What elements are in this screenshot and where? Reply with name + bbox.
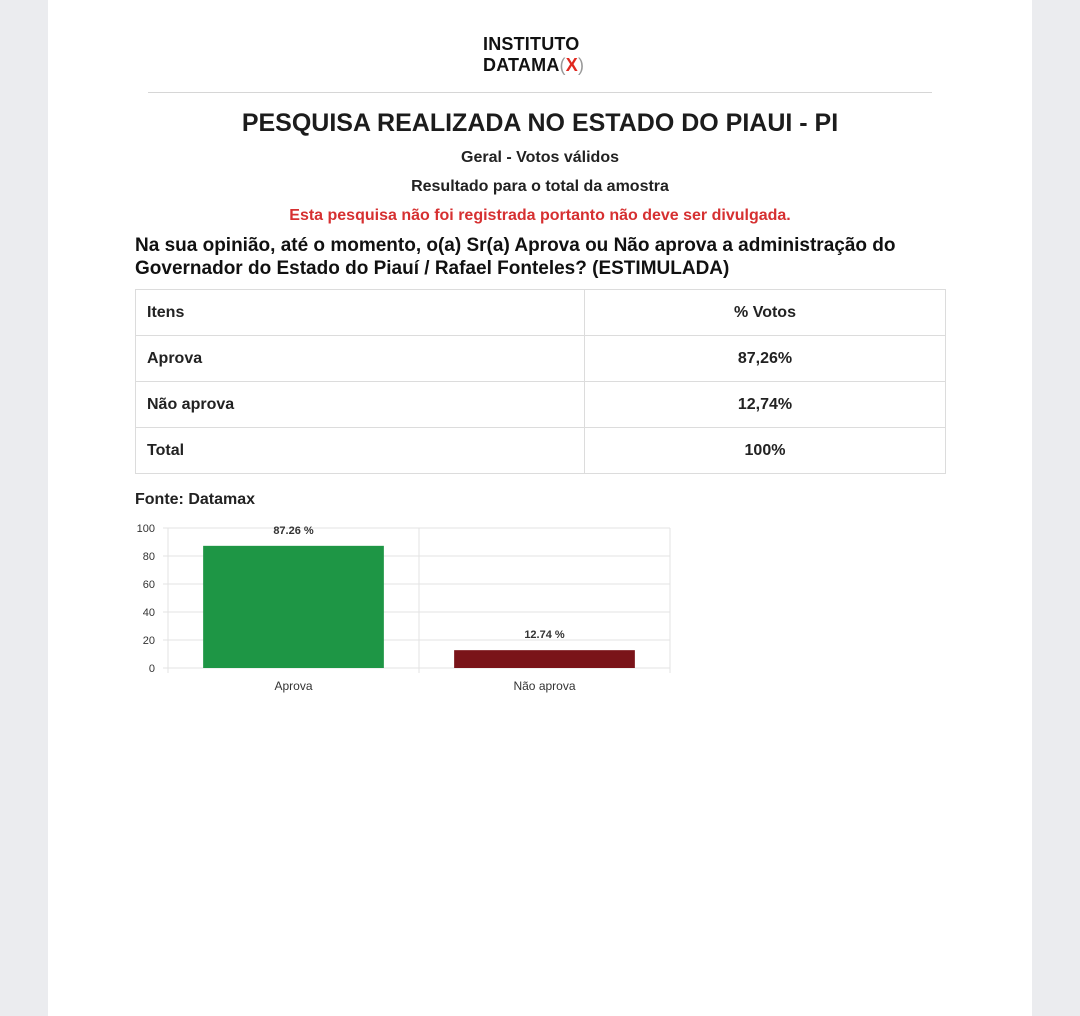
y-tick-label: 20 (142, 635, 155, 647)
row-item: Aprova (136, 336, 585, 382)
document-page (48, 0, 1032, 1016)
data-label: 87.26 % (273, 524, 314, 537)
bar-chart (128, 515, 728, 705)
y-tick-label: 80 (142, 551, 155, 563)
logo (483, 34, 584, 76)
y-tick-label: 60 (142, 579, 155, 591)
data-label: 12.74 % (524, 629, 565, 642)
row-value: 12,74% (585, 382, 946, 428)
subtitle-votos: Geral - Votos válidos (461, 149, 619, 166)
row-value: 87,26% (585, 336, 946, 382)
x-category-label: Aprova (274, 679, 313, 693)
logo-paren-open: ( (559, 55, 566, 75)
logo-line2 (483, 55, 584, 76)
row-item: Não aprova (136, 382, 585, 428)
subtitle-amostra: Resultado para o total da amostra (411, 178, 669, 195)
bar-nao-aprova (454, 650, 635, 668)
source-note: Fonte: Datamax (135, 491, 256, 508)
logo-name: DATAMA (483, 55, 560, 75)
logo-x: X (565, 55, 578, 75)
logo-paren-close: ) (577, 55, 585, 75)
header-item: Itens (136, 290, 585, 336)
header-value: % Votos (585, 290, 946, 336)
warning-text: Esta pesquisa não foi registrada portanto não deve ser divulgada. (289, 207, 791, 224)
table-header-row (136, 290, 946, 336)
row-item: Total (136, 428, 585, 474)
row-value: 100% (585, 428, 946, 474)
y-tick-label: 40 (142, 607, 155, 619)
header-divider (148, 92, 932, 93)
bar-aprova (203, 546, 384, 668)
table-row (136, 382, 946, 428)
y-tick-label: 100 (136, 523, 155, 535)
table-row (136, 336, 946, 382)
logo-line1: INSTITUTO (483, 34, 580, 54)
page-title: PESQUISA REALIZADA NO ESTADO DO PIAUI - PI (241, 109, 839, 137)
x-category-label: Não aprova (513, 679, 576, 693)
table-row (136, 428, 946, 474)
results-table (135, 289, 946, 474)
y-tick-label: 0 (148, 663, 155, 675)
survey-question: Na sua opinião, até o momento, o(a) Sr(a) Aprova ou Não aprova a administração do Governador do Estado do Piauí / Rafael Fonteles? (ESTIMULADA) (135, 235, 896, 279)
